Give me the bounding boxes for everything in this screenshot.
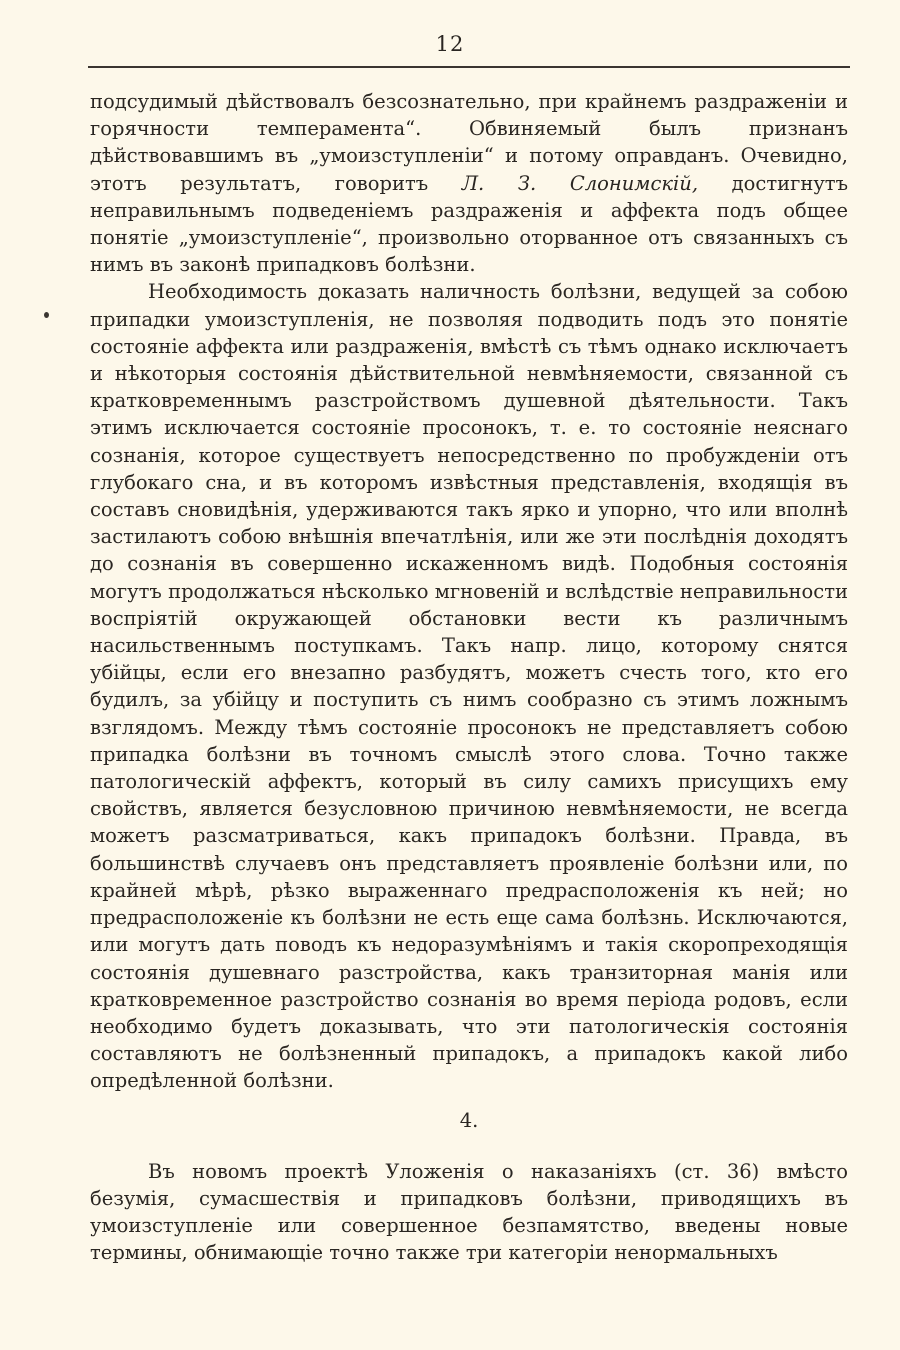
paragraph-continued — [90, 88, 848, 278]
page-number: 12 — [435, 32, 465, 56]
paragraph-3: Въ новомъ проектѣ Уложенія о наказаніяхъ (ст. 36) вмѣсто безумія, сумасшествія и припадковъ болѣзни, приводящихъ въ умоизступленіе или совершенное безпамятство, введены новые термины, обнимающіе точно также три категоріи ненормальныхъ — [90, 1159, 848, 1265]
header-rule — [88, 66, 850, 68]
paragraph-2: Необходимость доказать наличность болѣзни, ведущей за собою припадки умоизступленія, не позволяя подводить подъ это понятіе состояніе аффекта или раздраженія, вмѣстѣ съ тѣмъ однако исключаетъ и нѣкоторыя состоянія дѣйствительной невмѣняемости, связанной съ кратковременнымъ разстройствомъ душевной дѣятельности. Такъ этимъ исключается состояніе просонокъ, т. е. то состояніе неяснаго сознанія, которое существуетъ непосредственно по пробужденіи отъ глубокаго сна, и въ которомъ извѣстныя представленія, входящія въ составъ сновидѣнія, удерживаются такъ ярко и упорно, что или вполнѣ застилаютъ собою внѣшнія впечатлѣнія, или же эти послѣднія доходятъ до сознанія въ совершенно искаженномъ видѣ. Подобныя состоянія могутъ продолжаться нѣсколько мгновеній и вслѣдствіе неправильности воспріятій окружающей обстановки вести къ различнымъ насильственнымъ поступкамъ. Такъ напр. лицо, которому снятся убійцы, если его внезапно разбудятъ, можетъ счесть того, кто его будилъ, за убійцу и поступить съ нимъ сообразно съ этимъ ложнымъ взглядомъ. Между тѣмъ состояніе просонокъ не представляетъ собою припадка болѣзни въ точномъ смыслѣ этого слова. Точно также патологическій аффектъ, который въ силу самихъ присущихъ ему свойствъ, является безусловною причиною невмѣняемости, не всегда можетъ разсматриваться, какъ припадокъ болѣзни. Правда, въ большинствѣ случаевъ онъ представляетъ проявленіе болѣзни или, по крайней мѣрѣ, рѣзко выраженнаго предрасположенія къ ней; но предрасположеніе къ болѣзни не есть еще сама болѣзнь. Исключаются, или могутъ дать поводъ къ недоразумѣніямъ и такія скоропреходящія состоянія душевнаго разстройства, какъ транзиторная манія или кратковременное разстройство сознанія во время періода родовъ, если необходимо будетъ доказывать, что эти патологическія состоянія составляютъ не болѣзненный припадокъ, а припадокъ какой либо опредѣленной болѣзни. — [90, 280, 848, 1093]
paragraph-1-text-b: достигнутъ неправильнымъ подведеніемъ раздраженія и аффекта подъ общее понятіе „умоизступленіе“, произвольно оторванное отъ связанныхъ съ нимъ въ законѣ припадковъ болѣзни. — [90, 171, 848, 277]
author-name: Л. З. Слонимскій, — [461, 171, 699, 195]
ink-speck — [44, 312, 49, 318]
paragraph-1-text-a: подсудимый дѣйствовалъ безсознательно, при крайнемъ раздраженіи и горячности темперамента“. Обвиняемый былъ признанъ дѣйствовавшимъ въ „умоизступленіи“ и потому оправданъ. Очевидно, этотъ результатъ, говоритъ — [90, 90, 848, 195]
body-text — [90, 88, 848, 1267]
section-number: 4. — [459, 1108, 479, 1132]
